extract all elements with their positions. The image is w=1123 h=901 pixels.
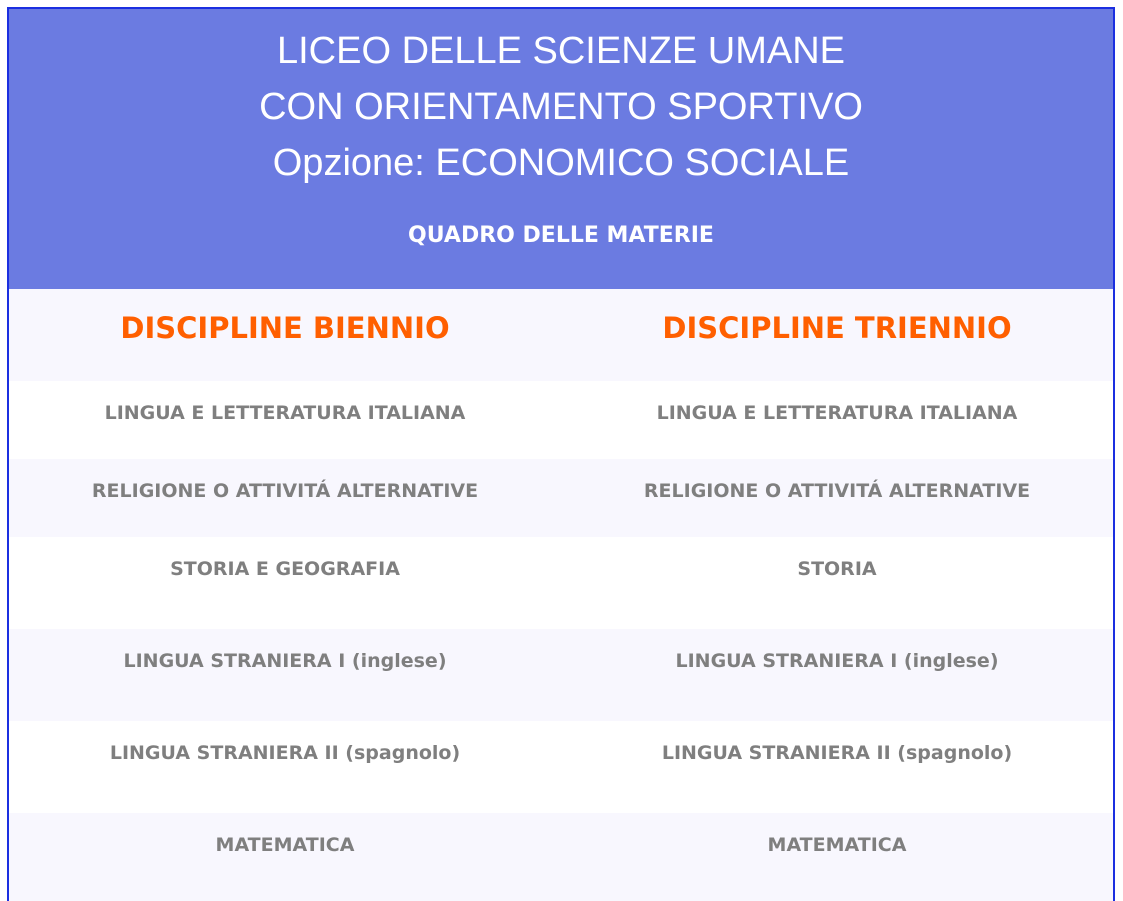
table-row [9, 459, 1113, 537]
page-title [9, 23, 1113, 191]
table-cell-biennio: STORIA E GEOGRAFIA [170, 558, 400, 580]
subjects-table [9, 289, 1113, 901]
table-header-row [9, 289, 1113, 381]
title-line-2: CON ORIENTAMENTO SPORTIVO [259, 86, 863, 128]
table-row [9, 381, 1113, 459]
table-cell-biennio: LINGUA E LETTERATURA ITALIANA [104, 402, 466, 424]
table-cell-triennio: LINGUA STRANIERA I (inglese) [675, 650, 999, 672]
table-cell-biennio: LINGUA STRANIERA I (inglese) [123, 650, 447, 672]
page-subtitle: QUADRO DELLE MATERIE [408, 223, 714, 248]
table-row [9, 721, 1113, 813]
column-heading-biennio: DISCIPLINE BIENNIO [120, 311, 450, 345]
table-cell-triennio: MATEMATICA [767, 834, 907, 856]
table-cell-biennio: LINGUA STRANIERA II (spagnolo) [109, 742, 461, 764]
table-row [9, 537, 1113, 629]
table-cell-triennio: LINGUA STRANIERA II (spagnolo) [661, 742, 1013, 764]
page-frame [7, 7, 1115, 901]
title-line-3: Opzione: ECONOMICO SOCIALE [272, 142, 850, 184]
table-cell-triennio: LINGUA E LETTERATURA ITALIANA [656, 402, 1018, 424]
table-row [9, 629, 1113, 721]
table-cell-biennio: MATEMATICA [215, 834, 355, 856]
table-cell-triennio: STORIA [797, 558, 877, 580]
column-heading-triennio: DISCIPLINE TRIENNIO [662, 311, 1012, 345]
table-cell-biennio: RELIGIONE O ATTIVITÁ ALTERNATIVE [91, 480, 479, 502]
title-line-1: LICEO DELLE SCIENZE UMANE [276, 30, 846, 72]
page-header [9, 9, 1113, 289]
table-cell-triennio: RELIGIONE O ATTIVITÁ ALTERNATIVE [643, 480, 1031, 502]
table-row [9, 813, 1113, 901]
